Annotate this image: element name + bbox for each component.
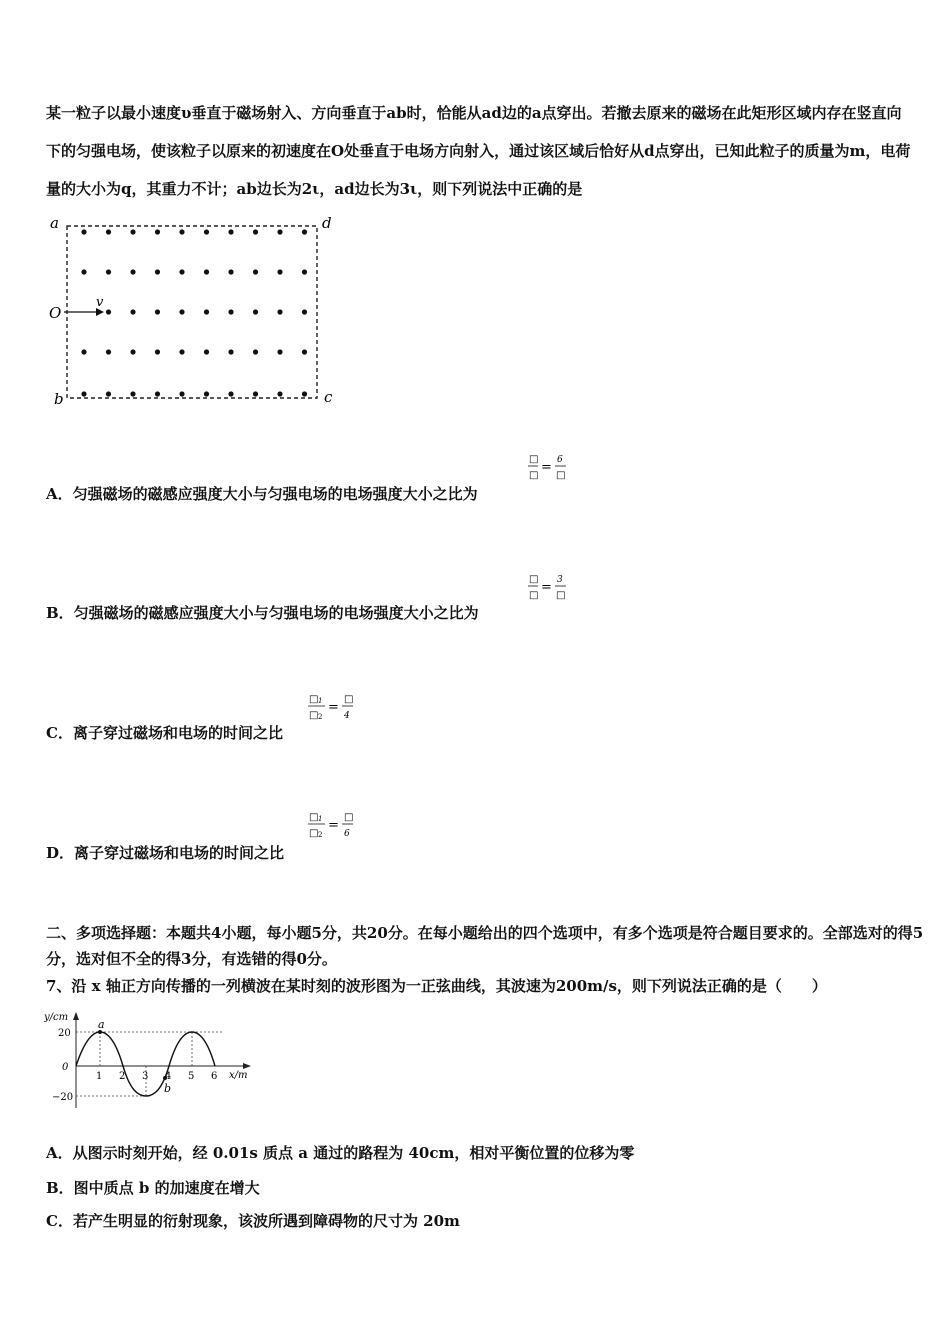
field-dot [204,229,209,234]
field-dot [179,309,184,314]
field-dot [228,229,233,234]
xtick-2: 2 [119,1071,126,1082]
label-b: b [54,390,64,408]
field-dot [179,269,184,274]
point-b-label: b [164,1082,172,1095]
svg-text:□: □ [309,828,319,839]
xtick-4: 4 [165,1071,172,1082]
question-stem: 某一粒子以最小速度υ垂直于磁场射入、方向垂直于ab时，恰能从ad边的a点穿出。若撤去原来的磁场在此矩形区域内存在竖直向下的匀强电场，使该粒子以原来的初速度在O处垂直于电场方向射入，通过该区域后恰好从d点穿出，已知此粒子的质量为m，电荷量的大小为q，其重力不计；ab边长为2ι，ad边长为3ι，则下列说法中正确的是 [46,104,911,198]
option-d: D．离子穿过磁场和电场的时间之比 [46,844,285,862]
field-dot [81,229,86,234]
option-b-formula [526,570,570,604]
field-dot [106,309,111,314]
field-dot [302,229,307,234]
field-dot [204,269,209,274]
field-dot [179,229,184,234]
field-dot [130,309,135,314]
field-dot [155,229,160,234]
xtick-3: 3 [142,1071,149,1082]
ytick-20: 20 [58,1028,71,1039]
label-O: O [49,304,62,322]
field-dot [130,269,135,274]
ytick-0: 0 [62,1062,69,1073]
field-dot [106,269,111,274]
svg-text:□: □ [529,590,539,601]
field-dot [277,349,282,354]
field-dot [155,391,160,396]
svg-text:□: □ [309,694,319,705]
field-dot [155,269,160,274]
point-a-label: a [98,1018,105,1031]
field-dot [277,229,282,234]
xtick-1: 1 [96,1071,103,1082]
frac-b-num: 3 [557,575,563,585]
field-dot [106,391,111,396]
field-dot [253,229,258,234]
frac-d-den: 6 [344,829,350,839]
svg-text:□: □ [529,454,539,465]
field-dot [228,349,233,354]
label-v: v [96,295,104,310]
svg-text:=: = [541,580,552,595]
field-dot [81,269,86,274]
field-dot [302,309,307,314]
field-dot [130,391,135,396]
magnetic-field-figure [44,212,344,412]
svg-text:2: 2 [318,713,323,721]
ytick-neg20: −20 [52,1092,74,1103]
label-c: c [324,388,333,406]
svg-text:1: 1 [318,697,323,705]
svg-text:□: □ [529,574,539,585]
frac-d-num: □ [344,812,354,823]
q7-option-b: B．图中质点 b 的加速度在增大 [46,1179,260,1197]
field-dot [155,309,160,314]
field-dot [179,391,184,396]
frac-b-den: □ [556,590,566,601]
field-dot [81,349,86,354]
label-d: d [322,214,332,232]
field-dot [253,349,258,354]
field-dot [204,349,209,354]
field-dot [302,349,307,354]
option-c: C．离子穿过磁场和电场的时间之比 [46,724,283,742]
field-dot [179,349,184,354]
field-dot [204,391,209,396]
xtick-6: 6 [211,1071,218,1082]
wave-graph [44,1008,264,1112]
svg-text:□: □ [309,812,319,823]
label-a: a [50,214,59,232]
field-dot [155,349,160,354]
svg-text:1: 1 [318,815,323,823]
section-heading: 二、多项选择题：本题共4小题，每小题5分，共20分。在每小题给出的四个选项中，有多个选项是符合题目要求的。全部选对的得5分，选对但不全的得3分，有选错的得0分。 [46,924,924,968]
field-dot [253,391,258,396]
xtick-5: 5 [188,1071,195,1082]
field-dot [81,391,86,396]
field-dot [277,391,282,396]
field-dot [130,229,135,234]
q7-option-c: C．若产生明显的衍射现象，该波所遇到障碍物的尺寸为 20m [46,1212,460,1230]
svg-text:□: □ [529,470,539,481]
field-dot [277,309,282,314]
frac-c-num: □ [344,694,354,705]
frac-c-den: 4 [344,711,350,721]
svg-text:=: = [328,700,339,715]
field-dot [228,269,233,274]
option-c-formula [307,690,357,724]
field-dot [130,349,135,354]
field-dot [302,391,307,396]
field-dot [228,309,233,314]
option-d-formula [307,808,357,842]
field-dot [302,269,307,274]
field-dot [106,349,111,354]
frac-a-num: 6 [557,455,563,465]
y-axis-label: y/cm [44,1012,69,1023]
svg-text:□: □ [309,710,319,721]
option-b: B．匀强磁场的磁感应强度大小与匀强电场的电场强度大小之比为 [46,604,479,622]
option-a-formula [526,450,570,484]
svg-text:2: 2 [318,831,323,839]
field-dot [277,269,282,274]
field-dot [106,229,111,234]
q7-option-a: A．从图示时刻开始，经 0.01s 质点 a 通过的路程为 40cm，相对平衡位置的位移为零 [46,1144,635,1162]
option-a: A．匀强磁场的磁感应强度大小与匀强电场的电场强度大小之比为 [46,485,478,503]
svg-text:=: = [541,460,552,475]
x-axis-label: x/m [229,1070,248,1081]
field-dot [253,269,258,274]
q7-stem: 7、沿 x 轴正方向传播的一列横波在某时刻的波形图为一正弦曲线，其波速为200m/s，则下列说法正确的是（ ） [46,977,827,995]
frac-a-den: □ [556,470,566,481]
field-dot [253,309,258,314]
svg-text:=: = [328,818,339,833]
field-dot [204,309,209,314]
field-dot [228,391,233,396]
